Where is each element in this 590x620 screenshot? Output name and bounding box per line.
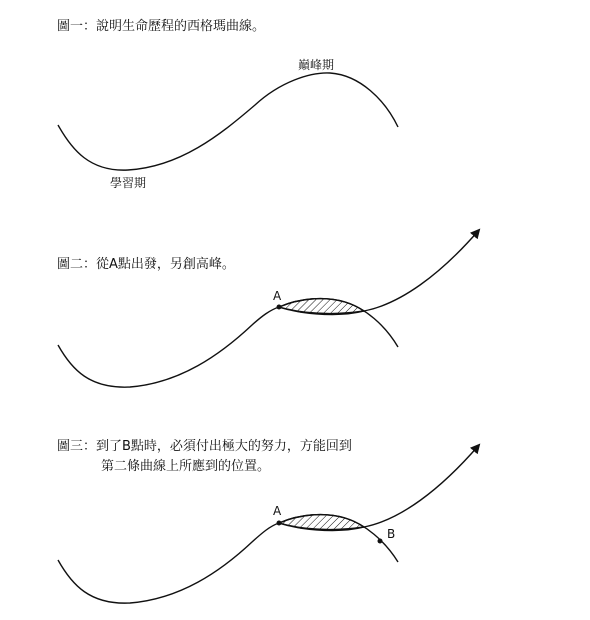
figure3-point-a-label: A	[273, 504, 282, 518]
figure2-diagram	[58, 230, 479, 387]
figure1-caption: 圖一：說明生命歷程的西格瑪曲線。	[57, 19, 266, 34]
figure1-peak-label: 巔峰期	[298, 58, 335, 72]
figure2-point-a	[277, 305, 282, 310]
figure1-trough-label: 學習期	[110, 176, 147, 190]
figure3-caption-line2: 第二條曲線上所應到的位置。	[101, 459, 271, 474]
figure1-diagram	[58, 57, 398, 190]
figure3-point-b-label: B	[387, 527, 396, 541]
figure3-diagram	[58, 445, 479, 603]
figure1-sigma-curve	[58, 73, 398, 170]
figure3-point-a	[277, 521, 282, 526]
figure2-point-a-label: A	[273, 289, 282, 303]
figure3-point-b	[378, 539, 383, 544]
figure3-caption-line1: 圖三：到了B點時，必須付出極大的努力，方能回到	[57, 439, 352, 454]
figure2-caption: 圖二：從A點出發，另創高峰。	[57, 257, 235, 272]
